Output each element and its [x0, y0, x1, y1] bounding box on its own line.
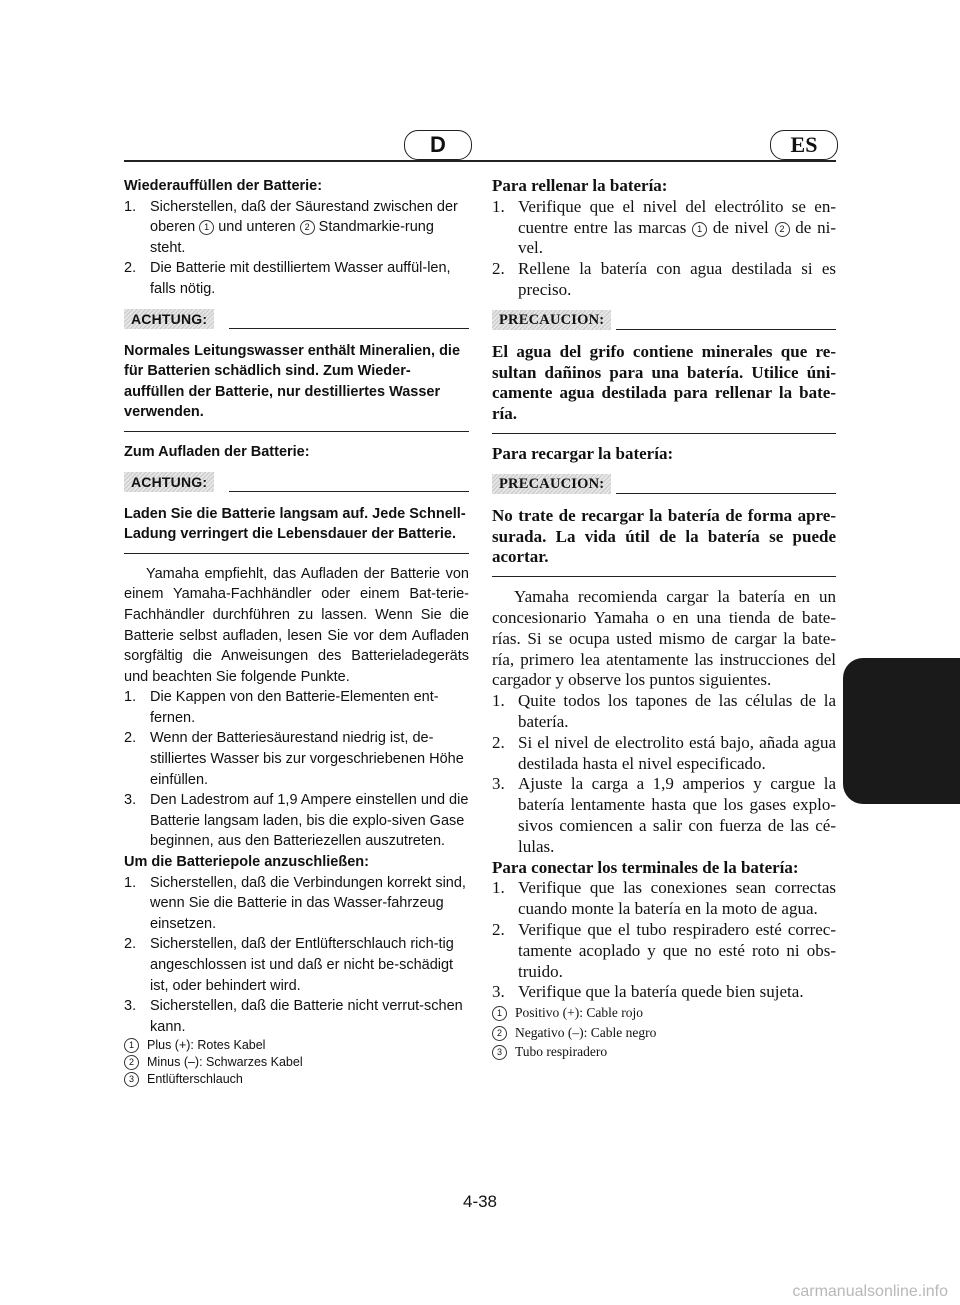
callout-number: 2 [775, 222, 790, 237]
warning-label: ACHTUNG: [124, 309, 214, 329]
es-connect-title: Para conectar los terminales de la batería: [492, 857, 799, 877]
page-number: 4-38 [462, 1192, 498, 1211]
warning-label: ACHTUNG: [124, 472, 214, 492]
es-legend [492, 1003, 836, 1062]
legend-item: 1 Positivo (+): Cable rojo [492, 1003, 836, 1023]
de-warning-text: Laden Sie die Batterie langsam auf. Jede Schnell-Ladung verringert die Lebensdauer der Batterie. [124, 504, 469, 554]
de-legend [124, 1037, 469, 1088]
es-warning-text: No trate de recargar la batería de forma apre-surada. La vida útil de la batería se puede acortar. [492, 506, 836, 577]
de-refill-steps [124, 197, 469, 300]
legend-item: 2 Minus (–): Schwarzes Kabel [124, 1054, 469, 1071]
list-item: 3. Ajuste la carga a 1,9 amperios y cargue la batería lentamente hasta que los gases explo-sivos comiencen a salir con fuerza de las cé-lulas. [492, 774, 836, 856]
watermark: carmanualsonline.info [792, 1283, 948, 1300]
warning-label: PRECAUCION: [492, 474, 611, 494]
language-badge-es: ES [770, 130, 838, 160]
de-warning-header [124, 307, 469, 333]
es-charge-steps [492, 691, 836, 857]
es-charge-title: Para recargar la batería: [492, 443, 674, 463]
de-refill-title: Wiederauffüllen der Batterie: [124, 178, 323, 194]
es-warning-text: El agua del grifo contiene minerales que re-sultan dañinos para una batería. Utilice úni-camente agua destilada para rellenar la bate-ría. [492, 342, 836, 434]
list-item: 1. Verifique que las conexiones sean correctas cuando monte la batería en la moto de agua. [492, 878, 836, 919]
list-item: 1. Sicherstellen, daß der Säurestand zwischen der oberen 1 und unteren 2 Standmarkie-rung steht. [124, 198, 458, 256]
es-refill-steps [492, 197, 836, 301]
callout-number: 1 [692, 222, 707, 237]
list-item: 2. Verifique que el tubo respiradero esté correc-tamente acoplado y que no esté roto ni obs-truido. [492, 919, 836, 981]
es-connect-steps [492, 878, 836, 1003]
list-item: 1. Sicherstellen, daß die Verbindungen korrekt sind, wenn Sie die Batterie in das Wasser-fahrzeug einsetzen. [124, 874, 466, 932]
es-charge-paragraph: Yamaha recomienda cargar la batería en un concesionario Yamaha o en una tienda de bate-rías. Si se ocupa usted mismo de cargar la bate-ría, primero lea atentamente las instrucciones del cargador y observe los puntos siguientes. [492, 587, 836, 690]
list-item: 1. Die Kappen von den Batterie-Elementen ent-fernen. [124, 689, 439, 726]
list-item: 1. Quite todos los tapones de las células de la batería. [492, 691, 836, 731]
de-charge-steps [124, 687, 469, 852]
warning-label: PRECAUCION: [492, 310, 611, 330]
chapter-tab [843, 658, 960, 804]
language-badge-de: D [404, 130, 472, 160]
list-item: 2. Wenn der Batteriesäurestand niedrig ist, de-stilliertes Wasser bis zur vorgeschriebenen Höhe einfüllen. [124, 730, 464, 788]
de-connect-steps [124, 873, 469, 1038]
spanish-column [492, 176, 836, 1062]
de-charge-title: Zum Aufladen der Batterie: [124, 443, 310, 460]
legend-item: 3 Tubo respiradero [492, 1042, 836, 1062]
list-item: 2. Si el nivel de electrolito está bajo, añada agua destilada hasta el nivel especificado. [492, 732, 836, 773]
de-warning-text: Normales Leitungswasser enthält Mineralien, die für Batterien schädlich sind. Zum Wieder-auffüllen der Batterie, nur destilliertes Wasser verwenden. [124, 341, 469, 432]
callout-number: 1 [199, 220, 214, 235]
de-connect-title: Um die Batteriepole anzuschließen: [124, 854, 369, 871]
list-item: 2. Sicherstellen, daß der Entlüfterschlauch rich-tig angeschlossen ist und daß er nicht be-schädigt ist, oder behindert wird. [124, 936, 454, 994]
es-warning-header [492, 472, 836, 498]
legend-item: 2 Negativo (–): Cable negro [492, 1023, 836, 1043]
list-item: 2. Die Batterie mit destilliertem Wasser auffül-len, falls nötig. [124, 260, 451, 297]
list-item: 3. Sicherstellen, daß die Batterie nicht verrut-schen kann. [124, 998, 463, 1035]
list-item: 1. Verifique que el nivel del electrólito se en-cuentre entre las marcas 1 de nivel 2 de ni-vel. [492, 196, 836, 258]
de-charge-paragraph: Yamaha empfiehlt, das Aufladen der Batterie von einem Yamaha-Fachhändler oder einem Bat-terie-Fachhändler durchführen zu lassen. Wenn Sie die Batterie selbst aufladen, lesen Sie vor dem Aufladen sorgfältig die Anweisungen des Batterieladegeräts und beachten Sie folgende Punkte. [124, 565, 469, 685]
callout-number: 2 [300, 220, 315, 235]
legend-item: 1 Plus (+): Rotes Kabel [124, 1037, 469, 1054]
es-refill-title: Para rellenar la batería: [492, 176, 668, 195]
german-column [124, 176, 469, 1088]
legend-item: 3 Entlüfterschlauch [124, 1071, 469, 1088]
header-rule [124, 160, 836, 162]
es-warning-header [492, 308, 836, 334]
de-warning-header [124, 470, 469, 496]
list-item: 3. Den Ladestrom auf 1,9 Ampere einstellen und die Batterie langsam laden, bis die explo-siven Gase beginnen, aus den Batteriezellen auszutreten. [124, 792, 469, 850]
list-item: 2. Rellene la batería con agua destilada si es preciso. [492, 259, 836, 299]
list-item: 3. Verifique que la batería quede bien sujeta. [492, 982, 804, 1002]
